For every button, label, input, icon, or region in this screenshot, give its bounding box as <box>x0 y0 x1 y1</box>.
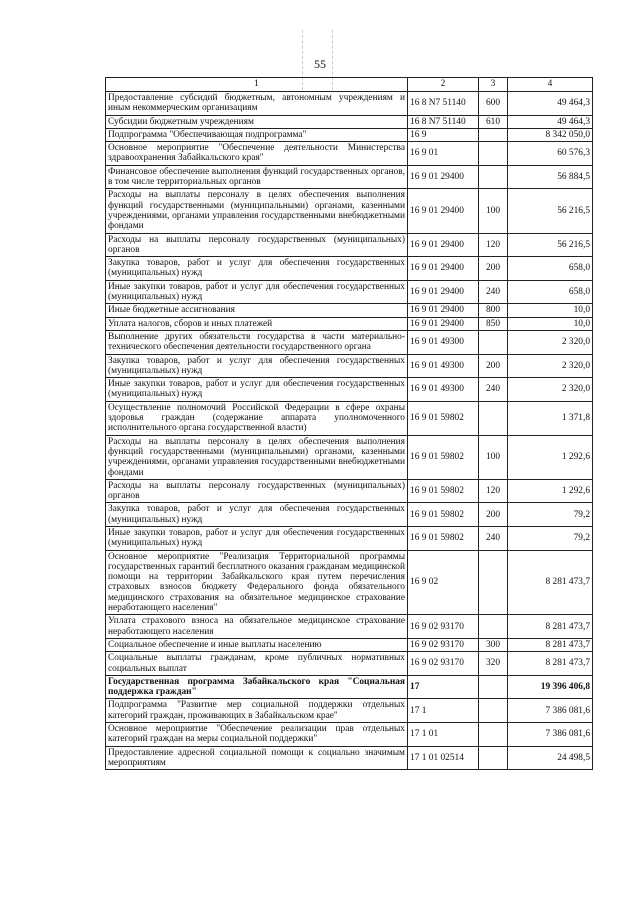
row-amount-cell: 79,2 <box>508 503 593 527</box>
table-row <box>106 92 593 116</box>
row-amount-cell: 7 386 081,6 <box>508 723 593 747</box>
row-code-cell: 16 9 02 <box>408 550 479 615</box>
row-amount-cell: 10,0 <box>508 304 593 317</box>
table-row <box>106 280 593 304</box>
table-row <box>106 165 593 189</box>
row-amount-cell: 8 342 050,0 <box>508 128 593 141</box>
row-code-cell: 17 1 01 <box>408 723 479 747</box>
table-row <box>106 128 593 141</box>
row-name-cell: Закупка товаров, работ и услуг для обеспечения государственных (муниципальных) нужд <box>106 257 408 281</box>
row-vr-cell <box>479 699 508 723</box>
row-vr-cell: 200 <box>479 354 508 378</box>
row-code-cell: 16 9 01 59802 <box>408 401 479 435</box>
row-amount-cell: 658,0 <box>508 257 593 281</box>
row-amount-cell: 658,0 <box>508 280 593 304</box>
row-name-cell: Предоставление субсидий бюджетным, автономным учреждениям и иным некоммерческим организациям <box>106 92 408 116</box>
row-vr-cell <box>479 142 508 166</box>
row-code-cell: 16 9 02 93170 <box>408 615 479 639</box>
row-vr-cell <box>479 723 508 747</box>
row-vr-cell: 850 <box>479 317 508 330</box>
row-vr-cell <box>479 128 508 141</box>
row-code-cell: 16 9 02 93170 <box>408 652 479 676</box>
row-name-cell: Выполнение других обязательств государства в части материально-технического обеспечения деятельности государственного органа <box>106 330 408 354</box>
row-code-cell: 16 8 N7 51140 <box>408 115 479 128</box>
row-vr-cell: 320 <box>479 652 508 676</box>
row-code-cell: 16 9 01 <box>408 142 479 166</box>
row-amount-cell: 8 281 473,7 <box>508 652 593 676</box>
row-code-cell: 16 9 02 93170 <box>408 638 479 651</box>
row-vr-cell <box>479 675 508 699</box>
row-vr-cell: 240 <box>479 526 508 550</box>
table-row <box>106 317 593 330</box>
row-code-cell: 16 9 01 29400 <box>408 257 479 281</box>
row-amount-cell: 8 281 473,7 <box>508 550 593 615</box>
row-code-cell: 16 9 01 29400 <box>408 280 479 304</box>
row-name-cell: Основное мероприятие "Обеспечение деятельности Министерства здравоохранения Забайкальского края" <box>106 142 408 166</box>
row-name-cell: Закупка товаров, работ и услуг для обеспечения государственных (муниципальных) нужд <box>106 503 408 527</box>
row-name-cell: Уплата страхового взноса на обязательное медицинское страхование неработающего населения <box>106 615 408 639</box>
row-name-cell: Финансовое обеспечение выполнения функций государственных органов, в том числе территориальных органов <box>106 165 408 189</box>
table-row <box>106 233 593 257</box>
row-name-cell: Осуществление полномочий Российской Федерации в сфере охраны здоровья граждан (содержание аппарата уполномоченного исполнительного органа государственной власти) <box>106 401 408 435</box>
row-code-cell: 16 9 01 29400 <box>408 189 479 233</box>
row-amount-cell: 2 320,0 <box>508 330 593 354</box>
row-name-cell: Основное мероприятие "Реализация Территориальной программы государственных гарантий бесплатного оказания гражданам медицинской помощи на территории Забайкальского края путем перечисления страховых взносов бюджету Федерального фонда обязательного медицинского страхования на обязательное медицинское страхование неработающего населения" <box>106 550 408 615</box>
row-code-cell: 16 9 01 29400 <box>408 304 479 317</box>
row-code-cell: 16 9 01 29400 <box>408 165 479 189</box>
row-vr-cell <box>479 401 508 435</box>
row-code-cell: 16 9 01 29400 <box>408 233 479 257</box>
row-name-cell: Расходы на выплаты персоналу в целях обеспечения выполнения функций государственными (муниципальными) органами, казенными учреждениями, органами управления государственными внебюджетными фондами <box>106 435 408 479</box>
row-name-cell: Предоставление адресной социальной помощи к социально значимым мероприятиям <box>106 746 408 770</box>
header-col-vr: 3 <box>479 78 508 92</box>
row-code-cell: 17 1 01 02514 <box>408 746 479 770</box>
row-code-cell: 16 9 01 49300 <box>408 354 479 378</box>
header-col-amount: 4 <box>508 78 593 92</box>
row-vr-cell: 800 <box>479 304 508 317</box>
row-name-cell: Иные закупки товаров, работ и услуг для обеспечения государственных (муниципальных) нужд <box>106 280 408 304</box>
table-row <box>106 115 593 128</box>
table-row <box>106 723 593 747</box>
row-amount-cell: 2 320,0 <box>508 354 593 378</box>
row-vr-cell: 300 <box>479 638 508 651</box>
table-row <box>106 503 593 527</box>
table-row <box>106 354 593 378</box>
row-code-cell: 16 9 01 49300 <box>408 378 479 402</box>
row-vr-cell <box>479 550 508 615</box>
row-vr-cell: 120 <box>479 233 508 257</box>
row-amount-cell: 60 576,3 <box>508 142 593 166</box>
header-col-code: 2 <box>408 78 479 92</box>
row-amount-cell: 56 216,5 <box>508 189 593 233</box>
row-amount-cell: 79,2 <box>508 526 593 550</box>
row-name-cell: Иные закупки товаров, работ и услуг для обеспечения государственных (муниципальных) нужд <box>106 378 408 402</box>
table-body <box>106 92 593 770</box>
table-header-row <box>106 78 593 92</box>
row-vr-cell <box>479 746 508 770</box>
table-row <box>106 550 593 615</box>
table-row <box>106 615 593 639</box>
row-vr-cell: 120 <box>479 479 508 503</box>
row-vr-cell: 100 <box>479 435 508 479</box>
table-row <box>106 189 593 233</box>
row-amount-cell: 10,0 <box>508 317 593 330</box>
row-code-cell: 16 9 01 59802 <box>408 503 479 527</box>
row-vr-cell: 610 <box>479 115 508 128</box>
table-row <box>106 304 593 317</box>
row-vr-cell: 600 <box>479 92 508 116</box>
row-vr-cell <box>479 615 508 639</box>
row-vr-cell: 200 <box>479 257 508 281</box>
row-name-cell: Субсидии бюджетным учреждениям <box>106 115 408 128</box>
row-amount-cell: 7 386 081,6 <box>508 699 593 723</box>
row-vr-cell <box>479 330 508 354</box>
row-code-cell: 16 9 01 59802 <box>408 479 479 503</box>
row-amount-cell: 2 320,0 <box>508 378 593 402</box>
row-amount-cell: 1 292,6 <box>508 435 593 479</box>
row-code-cell: 16 9 01 29400 <box>408 317 479 330</box>
row-code-cell: 16 8 N7 51140 <box>408 92 479 116</box>
row-amount-cell: 56 216,5 <box>508 233 593 257</box>
row-vr-cell: 240 <box>479 378 508 402</box>
row-name-cell: Основное мероприятие "Обеспечение реализации прав отдельных категорий граждан на меры социальной поддержки" <box>106 723 408 747</box>
row-name-cell: Иные закупки товаров, работ и услуг для обеспечения государственных (муниципальных) нужд <box>106 526 408 550</box>
table-row <box>106 652 593 676</box>
row-code-cell: 16 9 01 59802 <box>408 526 479 550</box>
row-vr-cell <box>479 165 508 189</box>
row-code-cell: 16 9 01 49300 <box>408 330 479 354</box>
row-amount-cell: 8 281 473,7 <box>508 638 593 651</box>
row-code-cell: 16 9 01 59802 <box>408 435 479 479</box>
table-row <box>106 675 593 699</box>
table-row <box>106 638 593 651</box>
row-name-cell: Уплата налогов, сборов и иных платежей <box>106 317 408 330</box>
table-row <box>106 479 593 503</box>
table-row <box>106 746 593 770</box>
row-name-cell: Социальное обеспечение и иные выплаты населению <box>106 638 408 651</box>
row-amount-cell: 56 884,5 <box>508 165 593 189</box>
row-amount-cell: 1 292,6 <box>508 479 593 503</box>
row-name-cell: Подпрограмма "Обеспечивающая подпрограмма" <box>106 128 408 141</box>
table-row <box>106 330 593 354</box>
table-row <box>106 526 593 550</box>
table-row <box>106 142 593 166</box>
row-name-cell: Социальные выплаты гражданам, кроме публичных нормативных социальных выплат <box>106 652 408 676</box>
budget-table <box>105 77 593 770</box>
row-amount-cell: 49 464,3 <box>508 92 593 116</box>
row-vr-cell: 200 <box>479 503 508 527</box>
row-amount-cell: 24 498,5 <box>508 746 593 770</box>
table-row <box>106 257 593 281</box>
header-col-name: 1 <box>106 78 408 92</box>
row-amount-cell: 19 396 406,8 <box>508 675 593 699</box>
row-amount-cell: 1 371,8 <box>508 401 593 435</box>
row-vr-cell: 240 <box>479 280 508 304</box>
table-row <box>106 401 593 435</box>
table-row <box>106 699 593 723</box>
row-name-cell: Расходы на выплаты персоналу в целях обеспечения выполнения функций государственными (муниципальными) органами, казенными учреждениями, органами управления государственными внебюджетными фондами <box>106 189 408 233</box>
row-name-cell: Иные бюджетные ассигнования <box>106 304 408 317</box>
row-name-cell: Расходы на выплаты персоналу государственных (муниципальных) органов <box>106 233 408 257</box>
row-amount-cell: 8 281 473,7 <box>508 615 593 639</box>
row-code-cell: 17 1 <box>408 699 479 723</box>
table-row <box>106 378 593 402</box>
row-name-cell: Закупка товаров, работ и услуг для обеспечения государственных (муниципальных) нужд <box>106 354 408 378</box>
row-vr-cell: 100 <box>479 189 508 233</box>
row-code-cell: 17 <box>408 675 479 699</box>
table-row <box>106 435 593 479</box>
row-name-cell: Государственная программа Забайкальского края "Социальная поддержка граждан" <box>106 675 408 699</box>
row-name-cell: Расходы на выплаты персоналу государственных (муниципальных) органов <box>106 479 408 503</box>
row-code-cell: 16 9 <box>408 128 479 141</box>
row-amount-cell: 49 464,3 <box>508 115 593 128</box>
row-name-cell: Подпрограмма "Развитие мер социальной поддержки отдельных категорий граждан, проживающих в Забайкальском крае" <box>106 699 408 723</box>
page-number: 55 <box>314 57 326 71</box>
